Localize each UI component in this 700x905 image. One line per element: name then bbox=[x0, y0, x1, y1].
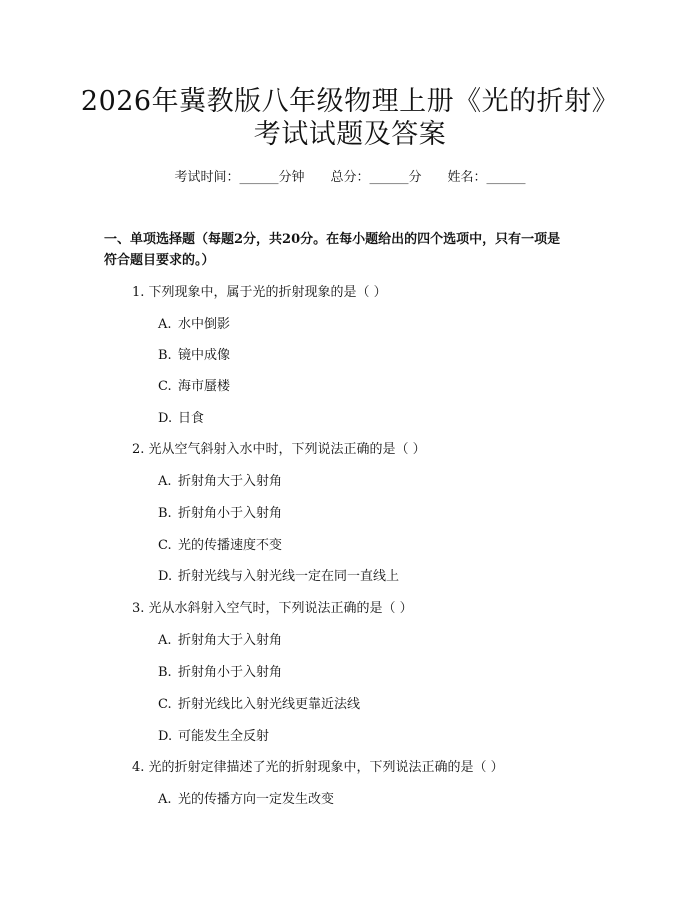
option-letter: A. bbox=[158, 792, 172, 807]
question-2-stem: 2. 光从空气斜射入水中时，下列说法正确的是（ ） bbox=[132, 442, 426, 457]
option-letter: B. bbox=[158, 506, 172, 521]
option-letter: B. bbox=[158, 665, 172, 680]
question-1-option-b bbox=[158, 346, 230, 366]
option-letter: D. bbox=[158, 411, 173, 426]
question-4-stem: 4. 光的折射定律描述了光的折射现象中，下列说法正确的是（ ） bbox=[132, 760, 504, 775]
option-letter: D. bbox=[158, 569, 173, 584]
option-text: 水中倒影 bbox=[178, 317, 231, 332]
question-1-stem: 1. 下列现象中，属于光的折射现象的是（ ） bbox=[132, 285, 387, 300]
exam-info-line bbox=[0, 168, 700, 188]
section-heading-line-2: 符合题目要求的。） bbox=[104, 253, 215, 268]
question-2-option-b bbox=[158, 504, 282, 524]
total-score-field: 总分：______分 bbox=[330, 170, 422, 185]
question-3-option-a bbox=[158, 631, 282, 651]
option-text: 海市蜃楼 bbox=[178, 379, 231, 394]
question-1-option-d bbox=[158, 409, 204, 429]
option-letter: A. bbox=[158, 317, 172, 332]
option-letter: A. bbox=[158, 633, 172, 648]
question-3-option-c bbox=[158, 695, 360, 715]
question-3-option-b bbox=[158, 663, 282, 683]
option-letter: C. bbox=[158, 379, 172, 394]
option-text: 镜中成像 bbox=[178, 348, 231, 363]
name-field: 姓名：______ bbox=[447, 170, 526, 185]
section-heading-line-1: 一、单项选择题（每题2分，共20分。在每小题给出的四个选项中，只有一项是 bbox=[104, 232, 561, 247]
question-2-option-c bbox=[158, 536, 282, 556]
option-text: 折射角大于入射角 bbox=[178, 633, 283, 648]
question-2-option-a bbox=[158, 472, 282, 492]
option-letter: A. bbox=[158, 474, 172, 489]
question-1-option-a bbox=[158, 315, 230, 335]
option-text: 折射光线与入射光线一定在同一直线上 bbox=[178, 569, 400, 584]
option-letter: B. bbox=[158, 348, 172, 363]
option-text: 光的传播速度不变 bbox=[178, 538, 283, 553]
document-title-line-2: 考试试题及答案 bbox=[253, 119, 447, 150]
option-text: 光的传播方向一定发生改变 bbox=[178, 792, 335, 807]
question-2-option-d bbox=[158, 567, 399, 587]
option-text: 折射角大于入射角 bbox=[178, 474, 283, 489]
question-4-option-a bbox=[158, 790, 334, 810]
document-title-line-1: 2026年冀教版八年级物理上册《光的折射》 bbox=[80, 86, 620, 117]
question-3-option-d bbox=[158, 727, 269, 747]
option-text: 可能发生全反射 bbox=[178, 729, 270, 744]
exam-time-field: 考试时间：______分钟 bbox=[174, 170, 305, 185]
option-letter: C. bbox=[158, 538, 172, 553]
option-text: 折射光线比入射光线更靠近法线 bbox=[178, 697, 361, 712]
option-letter: D. bbox=[158, 729, 173, 744]
question-1-option-c bbox=[158, 377, 230, 397]
option-letter: C. bbox=[158, 697, 172, 712]
option-text: 折射角小于入射角 bbox=[178, 506, 283, 521]
option-text: 折射角小于入射角 bbox=[178, 665, 283, 680]
option-text: 日食 bbox=[178, 411, 205, 426]
question-3-stem: 3. 光从水斜射入空气时，下列说法正确的是（ ） bbox=[132, 601, 413, 616]
